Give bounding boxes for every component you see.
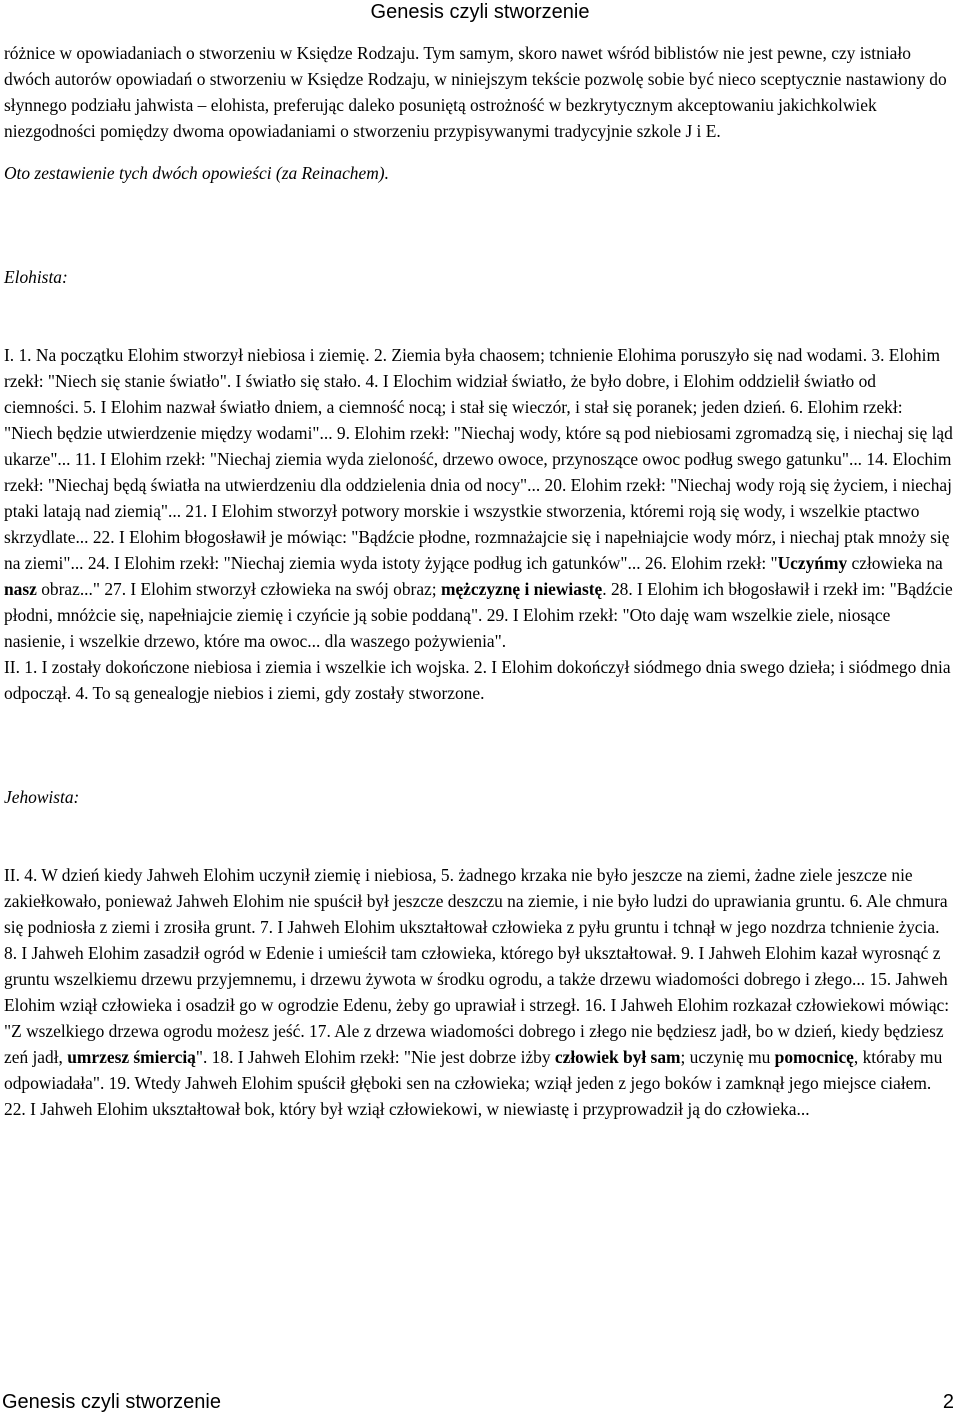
page-header: [0, 0, 960, 24]
verse-number: 22.: [92, 527, 119, 547]
verse-number: 21.: [185, 501, 212, 521]
verse-text: Jahweh Elohim wziął człowieka i osadził go w ogrodzie Edenu, żeby go uprawiał i strzegł.: [4, 969, 948, 1015]
header-title: Genesis czyli stworzenie: [370, 1, 590, 23]
verse-text: I Elohim stworzył potwory morskie i wszystkie stworzenia, któremi roją się wody, i wszelkie ptactwo skrzydlate...: [4, 501, 920, 547]
verse-number: 6.: [849, 891, 867, 911]
document-body: [4, 40, 954, 1122]
verse-text: .: [602, 579, 611, 599]
verse-text: I Jahweh Elohim kazał wyrosnąć z gruntu wszelkiemu drzewu przyjemnemu, i drzewu żywota w środku ogrodu, a także drzewu wiadomości dobrego i złego...: [4, 943, 941, 989]
footer-title: Genesis czyli stworzenie: [2, 1391, 221, 1413]
verse-number: 27.: [104, 579, 131, 599]
verse-number: 18.: [211, 1047, 238, 1067]
verse-text: Elohim rzekł: "Niech się stanie światło". I światło się stało.: [4, 345, 940, 391]
verse-text: I Elohim ich błogosławił i rzekł im: "Bądźcie płodni, mnóżcie się, napełniajcie ziemię i czyńcie ją sobie poddaną".: [4, 579, 953, 625]
verse-text: obraz...": [36, 579, 105, 599]
verse-number: 11.: [74, 449, 101, 469]
verse-number: 5.: [83, 397, 101, 417]
verse-text: Ale chmura się podniosła z ziemi i zrosiła grunt.: [4, 891, 948, 937]
verse-text: Elohim rzekł: ": [671, 553, 778, 573]
comparison-caption: Oto zestawienie tych dwóch opowieści (za Reinachem).: [4, 163, 389, 183]
verse-number: 28.: [610, 579, 638, 599]
verse-text: I Jahweh Elohim ukształtował bok, który był wziął człowiekowi, w niewiastę i przyprowadził ją do człowieka...: [30, 1099, 810, 1119]
verse-number: 15.: [869, 969, 896, 989]
verse-text: Elohim rzekł: "Niech będzie utwierdzenie między wodami"...: [4, 397, 903, 443]
verse-number: 2.: [473, 657, 492, 677]
verse-number: 20.: [544, 475, 571, 495]
verse-text: ".: [195, 1047, 212, 1067]
elohist-heading: Elohista:: [4, 267, 68, 287]
verse-text: I Elohim dokończył siódmego dnia swego dzieła; i siódmego dnia odpoczął.: [4, 657, 951, 703]
verse-text: I Elohim rzekł: "Niechaj ziemia wyda istoty żyjące podług ich gatunków"...: [113, 553, 645, 573]
verse-number: 14.: [866, 449, 893, 469]
verse-number: II. 4.: [4, 865, 42, 885]
verse-number: 9.: [681, 943, 699, 963]
verse-text: I Elohim rzekł: "Oto daję wam wszelkie ziele, niosące nasienie, i wszelkie drzewo, które ma owoc... dla waszego pożywienia".: [4, 605, 891, 651]
verse-text: I Elohim stworzył człowieka na swój obraz;: [130, 579, 441, 599]
verse-text: I Elohim nazwał światło dniem, a ciemność nocą; i stał się wieczór, i stał się poranek; jeden dzień.: [100, 397, 790, 417]
page-footer: [2, 1390, 954, 1414]
intro-paragraph: różnice w opowiadaniach o stworzeniu w Księdze Rodzaju. Tym samym, skoro nawet wśród biblistów nie jest pewne, czy istniało dwóch autorów opowiadań o stworzeniu w Księdze Rodzaju, w niniejszym tekście pozwolę sobie być nieco sceptycznie nastawiony do słynnego podziału jahwista – elohista, preferując daleko posuniętą ostrożność w bezkrytycznym akceptowaniu jakichkolwiek niezgodności pomiędzy dwoma opowiadaniami o stworzeniu przypisywanymi tradycyjnie szkole J i E.: [4, 43, 947, 141]
verse-number: 16.: [584, 995, 611, 1015]
verse-text: W dzień kiedy Jahweh Elohim uczynił ziemię i niebiosa,: [41, 865, 441, 885]
verse-text: I zostały dokończone niebiosa i ziemia i wszelkie ich wojska.: [41, 657, 474, 677]
emphasis-text: umrzesz śmiercią: [67, 1047, 196, 1067]
jahwist-heading: Jehowista:: [4, 787, 80, 807]
verse-text: ; uczynię mu: [680, 1047, 775, 1067]
verse-number: 4.: [75, 683, 93, 703]
verse-number: 6.: [790, 397, 808, 417]
emphasis-text: Uczyńmy: [777, 553, 848, 573]
verse-number: 3.: [871, 345, 889, 365]
jahwist-verses: [4, 862, 954, 1122]
verse-text: Elohim rzekł: "Niechaj wody, które są pod niebiosami zgromadzą się, i niechaj się ląd ukarze"...: [4, 423, 953, 469]
verse-text: I Elochim widział światło, że było dobre, i Elohim oddzielił światło od ciemności.: [4, 371, 876, 417]
verse-number: 26.: [644, 553, 672, 573]
verse-number: 29.: [486, 605, 513, 625]
verse-text: Ale z drzewa wiadomości dobrego i złego nie będziesz jadł, bo w dzień, kiedy będziesz zeń jadł,: [4, 1021, 944, 1067]
verse-text: Wtedy Jahweh Elohim spuścił głęboki sen na człowieka; wziął jeden z jego boków i zamknął jego miejsce ciałem.: [134, 1073, 932, 1093]
emphasis-text: nasz: [4, 579, 37, 599]
verse-text: I Jahweh Elohim zasadził ogród w Edenie i umieścił tam człowieka, którego był ukształtował.: [21, 943, 682, 963]
verse-text: I Jahweh Elohim rzekł: "Nie jest dobrze iżby: [237, 1047, 555, 1067]
verse-number: 2.: [373, 345, 392, 365]
verse-text: Elohim rzekł: "Niechaj wody roją się życiem, i niechaj ptaki latają nad ziemią"...: [4, 475, 952, 521]
verse-number: 22.: [4, 1099, 31, 1119]
verse-text: Elochim rzekł: "Niechaj będą światła na utwierdzeniu dla oddzielenia dnia od nocy"...: [4, 449, 952, 495]
verse-number: 17.: [309, 1021, 335, 1041]
verse-text: człowieka na: [847, 553, 943, 573]
emphasis-text: mężczyznę i niewiastę: [440, 579, 603, 599]
verse-text: I Elohim błogosławił je mówiąc: "Bądźcie płodne, rozmnażajcie się i napełniajcie wody mórz, i niechaj ptak mnoży się na ziemi"...: [4, 527, 950, 573]
verse-number: 4.: [365, 371, 383, 391]
emphasis-text: pomocnicę: [774, 1047, 854, 1067]
verse-number: 5.: [440, 865, 459, 885]
elohist-verses: [4, 342, 954, 706]
verse-number: II. 1.: [4, 657, 42, 677]
verse-text: I Jahweh Elohim rozkazał człowiekowi mówiąc: "Z wszelkiego drzewa ogrodu możesz jeść.: [4, 995, 950, 1041]
verse-text: I Elohim rzekł: "Niechaj ziemia wyda zieloność, drzewo owoce, przynoszące owoc podług swego gatunku"...: [100, 449, 867, 469]
verse-text: , któraby mu odpowiadała".: [4, 1047, 943, 1093]
verse-text: I Jahweh Elohim ukształtował człowieka z pyłu gruntu i tchnął w jego nozdrza tchnienie życia.: [277, 917, 940, 937]
verse-text: To są genealogje niebios i ziemi, gdy zostały stworzone.: [92, 683, 485, 703]
emphasis-text: człowiek był sam: [554, 1047, 681, 1067]
verse-number: 9.: [336, 423, 355, 443]
verse-number: I. 1.: [4, 345, 36, 365]
verse-number: 7.: [259, 917, 278, 937]
verse-text: Na początku Elohim stworzył niebiosa i ziemię.: [35, 345, 374, 365]
verse-number: 19.: [108, 1073, 135, 1093]
verse-number: 8.: [4, 943, 22, 963]
verse-text: żadnego krzaka nie było jeszcze na ziemi, żadne ziele jeszcze nie zakiełkowało, ponieważ Jahweh Elohim nie spuścił był jeszcze deszczu na ziemie, i nie było ludzi do uprawiania gruntu.: [4, 865, 913, 911]
verse-number: 24.: [87, 553, 114, 573]
verse-text: Ziemia była chaosem; tchnienie Elohima poruszyło się nad wodami.: [391, 345, 872, 365]
page-number: 2: [942, 1391, 954, 1413]
